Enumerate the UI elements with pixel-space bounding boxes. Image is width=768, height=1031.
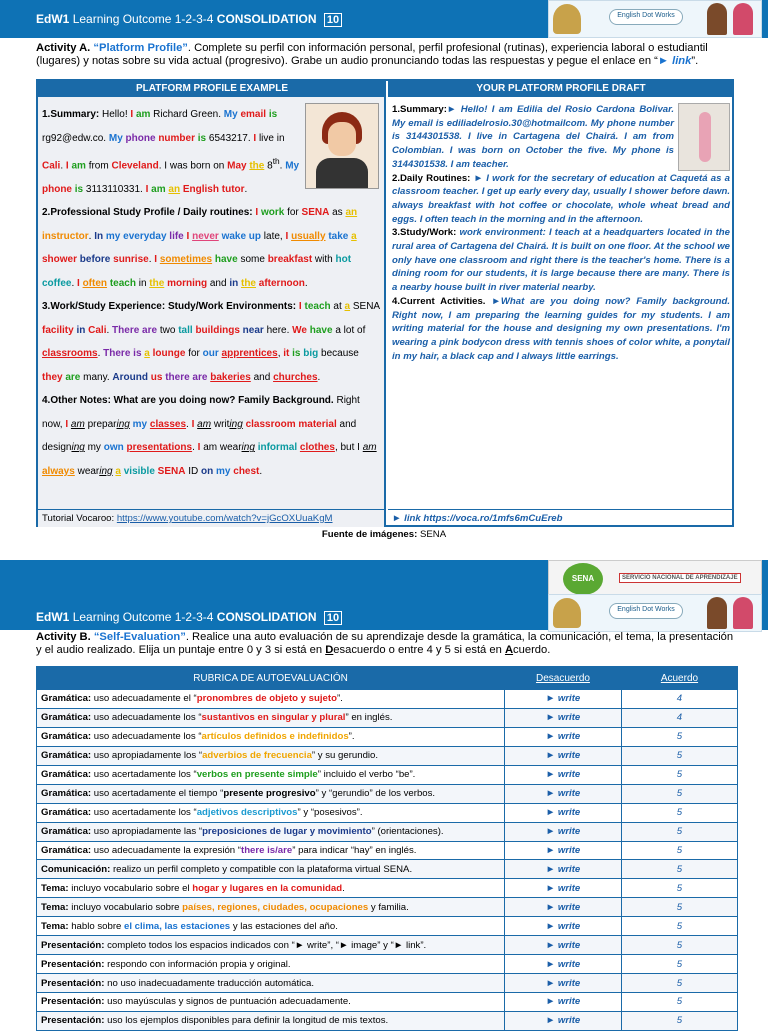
platform-profile-table (36, 79, 734, 527)
rubric-header-row (37, 667, 738, 690)
write-field[interactable]: ► write (505, 765, 622, 784)
rubric-row (37, 784, 738, 803)
rubric-criterion: Presentación: completo todos los espacios indicados con “► write”, “► image” y “► link”. (37, 936, 505, 955)
profile-draft: 1.Summary:► Hello! I am Edilia del Rosio Cardona Bolivar. My email is ediliadelrosio.30@hotmailcom. My phone number is 3144301538. I live in Cartagena del Chairá. I am from Colombian. I was born on October the five. My phone is 3144301538. I am teacher. 2.Daily Routines: ► I work for the secretary of education at Caquetá as a classroom teacher. I get up early every day, usually I shower before dawn. always breakfast with hot coffee or chocolate, whole wheat bread and eggs. I often teach in the morning and in the afternoon. 3.Study/Work: work environment: I teach at a headquarters located in the rural area of Cartagena del Chairá. It is built on one floor. At the school we only have one classroom and right there is the teacher's home. There is a dining room for our students, it is large because there are many. There is a nearby house built in river material nearby. 4.Current Activities. ►What are you doing now? Family background. Right now, I am preparing the learning guides for my students. I am writing material for the house and designing my own presentations. I'm wearing a pink bodycon dress with tennis shoes of color white, a ponytail in my hair, a black cap and I always little earrings. (392, 104, 731, 362)
rubric-row (37, 822, 738, 841)
banner-image-2 (548, 594, 762, 632)
write-field[interactable]: ► write (505, 993, 622, 1012)
activity-b-instructions: Activity B. “Self-Evaluation”. Realice una auto evaluación de su aprendizaje desde la gramática, la comunicación, el tema, la presentación y el audio realizado. Elija un puntaje entre 0 y 3 si está en Desacuerdo o entre 4 y 5 si está en Acuerdo. (36, 631, 734, 656)
globe-books-icon (553, 598, 581, 628)
score-value[interactable]: 5 (621, 974, 737, 993)
draft-current-activities: ►What are you doing now? Family background. Right now, I am preparing the learning guides for my students. I am writing material for the house and designing my own presentations. I'm wearing a pink bodycon dress with tennis shoes of color white, a ponytail in my hair, a black cap and I always little earrings. (392, 295, 731, 362)
score-value[interactable]: 5 (621, 822, 737, 841)
woman-illustration (733, 3, 753, 35)
write-field[interactable]: ► write (505, 1011, 622, 1030)
write-field[interactable]: ► write (505, 690, 622, 709)
score-value[interactable]: 5 (621, 1011, 737, 1030)
header-code: EdW1 (36, 12, 70, 26)
write-field[interactable]: ► write (505, 974, 622, 993)
header-title-text: Learning Outcome 1-2-3-4 (72, 12, 214, 26)
rubric-criterion: Gramática: uso acertadamente el tiempo “presente progresivo” y “gerundio” de los verbos. (37, 784, 505, 803)
rubric-criterion: Tema: incluyo vocabulario sobre países, regiones, ciudades, ocupaciones y familia. (37, 898, 505, 917)
draft-header: YOUR PLATFORM PROFILE DRAFT (388, 81, 734, 97)
rubric-row (37, 936, 738, 955)
image-source: Fuente de imágenes: SENA (321, 529, 447, 540)
rubric-criterion: Gramática: uso adecuadamente el “pronombres de objeto y sujeto”. (37, 690, 505, 709)
write-field[interactable]: ► write (505, 860, 622, 879)
rubric-criterion: Gramática: uso adecuadamente los “artículos definidos e indefinidos”. (37, 727, 505, 746)
score-value[interactable]: 4 (621, 708, 737, 727)
profile-example: 1.Summary: Hello! I am Richard Green. My email is rg92@edw.co. My phone number is 6543217. I live in Cali. I am from Cleveland. I was born on May the 8th. My phone is 3113110331. I am an English tutor. 2.Professional Study Profile / Daily routines: I work for SENA as an instructor. In my everyday life I never wake up late, I usually take a shower before sunrise. I sometimes have some breakfast with hot coffee. I often teach in the morning and in the afternoon. 3.Work/Study Experience: Study/Work Environments: I teach at a SENA facility in Cali. There are two tall buildings near here. We have a lot of classrooms. There is a lounge for our apprentices, it is big because they are many. Around us there are bakeries and churches. 4.Other Notes: What are you doing now? Family Background. Right now, I am preparing my classes. I am writing classroom material and designing my own presentations. I am wearing informal clothes, but I am always wearing a visible SENA ID on my chest. (38, 97, 386, 509)
score-value[interactable]: 5 (621, 879, 737, 898)
english-dot-works-logo: English Dot Works (609, 9, 683, 25)
rubric-row (37, 690, 738, 709)
activity-a-instructions: Activity A. “Platform Profile”. Complete su perfil con información personal, perfil profesional (rutinas), experiencia laboral o estudiantil (lugares) y notas sobre su vida actual (progresivo). Grabe un audio pronunciando todas las respuestas y pegue el enlace en “► link”. (36, 42, 708, 67)
rubric-row (37, 993, 738, 1012)
sena-name: SERVICIO NACIONAL DE APRENDIZAJE (619, 573, 741, 583)
score-value[interactable]: 5 (621, 841, 737, 860)
score-value[interactable]: 5 (621, 803, 737, 822)
write-field[interactable]: ► write (505, 727, 622, 746)
draft-link[interactable]: ► link https://voca.ro/1mfs6mCuEreb (388, 509, 734, 527)
write-field[interactable]: ► write (505, 898, 622, 917)
woman-photo (678, 103, 730, 171)
rubric-row (37, 746, 738, 765)
draft-study-work: work environment: I teach at a headquarters located in the rural area of Cartagena del Chairá. It is built on one floor. At the school we only have one classroom and right there is the teacher's home. There is a dining room for our students, it is large because there are many. There is a nearby house built in river material nearby. (392, 227, 730, 294)
rubric-row (37, 955, 738, 974)
score-value[interactable]: 5 (621, 727, 737, 746)
rubric-row (37, 1011, 738, 1030)
rubric-criterion: Presentación: no uso inadecuadamente traducción automática. (37, 974, 505, 993)
rubric-criterion: Gramática: uso acertadamente los “verbos en presente simple” incluido el verbo “be”. (37, 765, 505, 784)
banner-image (548, 0, 762, 38)
score-value[interactable]: 5 (621, 955, 737, 974)
rubric-row (37, 898, 738, 917)
sena-logo: SENA (563, 563, 603, 595)
rubric-criterion: Comunicación: realizo un perfil completo y compatible con la plataforma virtual SENA. (37, 860, 505, 879)
rubric-row (37, 974, 738, 993)
woman-illustration (733, 597, 753, 629)
rubric-criterion: Tema: hablo sobre el clima, las estaciones y las estaciones del año. (37, 917, 505, 936)
rubric-row (37, 708, 738, 727)
write-field[interactable]: ► write (505, 955, 622, 974)
example-header: PLATFORM PROFILE EXAMPLE (38, 81, 386, 97)
rubric-row (37, 879, 738, 898)
rubric-row (37, 765, 738, 784)
score-value[interactable]: 4 (621, 690, 737, 709)
rubric-criterion: Gramática: uso apropiadamente los “adverbios de frecuencia” y su gerundio. (37, 746, 505, 765)
rubric-criterion: Gramática: uso apropiadamente las “preposiciones de lugar y movimiento” (orientaciones). (37, 822, 505, 841)
draft-daily-routines: ► I work for the secretary of education at Caquetá as a classroom teacher. I get up early every day, usually I shower before dawn. always breakfast with hot coffee or chocolate, whole wheat bread and eggs. I often teach in the morning and in the afternoon. (392, 172, 730, 225)
write-field[interactable]: ► write (505, 936, 622, 955)
rubric-table (36, 666, 738, 1031)
tutorial-row: Tutorial Vocaroo: https://www.youtube.com/watch?v=jGcOXUuaKgM (38, 509, 386, 527)
write-field[interactable]: ► write (505, 822, 622, 841)
rubric-row (37, 917, 738, 936)
score-value[interactable]: 5 (621, 917, 737, 936)
man-illustration (707, 597, 727, 629)
rubric-criterion: Presentación: uso los ejemplos disponibles para definir la longitud de mis textos. (37, 1011, 505, 1030)
man-illustration (707, 3, 727, 35)
score-value[interactable]: 5 (621, 746, 737, 765)
rubric-criterion: Gramática: uso acertadamente los “adjetivos descriptivos” y “posesivos”. (37, 803, 505, 822)
globe-books-icon (553, 4, 581, 34)
score-value[interactable]: 5 (621, 784, 737, 803)
write-field[interactable]: ► write (505, 784, 622, 803)
rubric-row (37, 803, 738, 822)
rubric-header: RUBRICA DE AUTOEVALUACIÓN (37, 667, 505, 690)
green-avatar-image (305, 103, 379, 189)
write-field[interactable]: ► write (505, 746, 622, 765)
write-field[interactable]: ► write (505, 841, 622, 860)
score-value[interactable]: 5 (621, 765, 737, 784)
page-header-title (36, 12, 342, 27)
score-value[interactable]: 5 (621, 898, 737, 917)
rubric-criterion: Presentación: respondo con información propia y original. (37, 955, 505, 974)
write-field[interactable]: ► write (505, 917, 622, 936)
col-disagree: Desacuerdo (505, 667, 622, 690)
rubric-criterion: Presentación: uso mayúsculas y signos de puntuación adecuadamente. (37, 993, 505, 1012)
col-agree: Acuerdo (621, 667, 737, 690)
header-suffix: CONSOLIDATION (216, 12, 317, 26)
rubric-row (37, 841, 738, 860)
score-value[interactable]: 5 (621, 936, 737, 955)
page-header-title-2: EdW1 Learning Outcome 1-2-3-4 CONSOLIDATION 10 (36, 610, 342, 625)
rubric-criterion: Gramática: uso adecuadamente los “sustantivos en singular y plural” en inglés. (37, 708, 505, 727)
draft-summary: ► Hello! I am Edilia del Rosio Cardona Bolivar. My email is ediliadelrosio.30@hotmailcom. My phone number is 3144301538. I live in Cartagena del Chairá. I am from Colombian. I was born on October the five. My phone is 3144301538. I am teacher. (392, 104, 674, 170)
score-value[interactable]: 5 (621, 860, 737, 879)
activity-a-link[interactable]: ► link (657, 55, 692, 67)
rubric-row (37, 727, 738, 746)
rubric-criterion: Tema: incluyo vocabulario sobre el hogar y lugares en la comunidad. (37, 879, 505, 898)
score-value[interactable]: 5 (621, 993, 737, 1012)
write-field[interactable]: ► write (505, 879, 622, 898)
tutorial-link[interactable]: https://www.youtube.com/watch?v=jGcOXUuaKgM (116, 513, 333, 524)
write-field[interactable]: ► write (505, 803, 622, 822)
rubric-row (37, 860, 738, 879)
english-dot-works-logo: English Dot Works (609, 603, 683, 619)
write-field[interactable]: ► write (505, 708, 622, 727)
rubric-criterion: Gramática: uso adecuadamente la expresión “there is/are” para indicar “hay” en inglés. (37, 841, 505, 860)
header-number-badge: 10 (324, 13, 342, 27)
